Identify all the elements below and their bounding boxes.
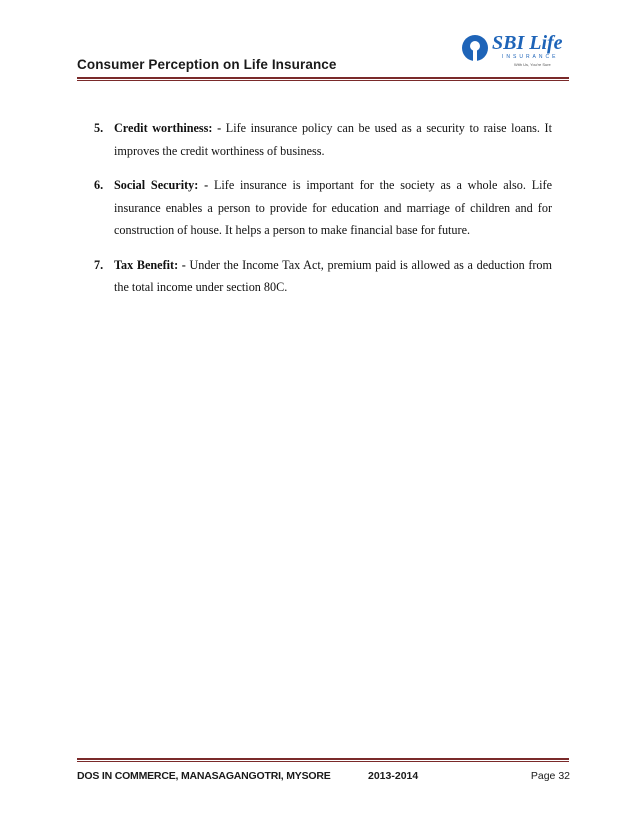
list-item <box>94 174 552 242</box>
footer-rule-thin <box>77 761 569 762</box>
item-number: 5. <box>94 121 104 135</box>
item-number: 7. <box>94 257 104 272</box>
item-description: Under the Income Tax Act, premium paid is allowed as a deduction from the total income under section 80C. <box>114 257 553 294</box>
sbi-life-logo <box>462 34 572 74</box>
item-term: Credit worthiness: - <box>114 121 222 135</box>
numbered-list <box>94 117 552 311</box>
item-text-block <box>114 117 552 162</box>
header-rule <box>77 77 569 79</box>
list-item <box>94 254 552 299</box>
item-term: Tax Benefit: - <box>114 257 186 272</box>
sbi-keyhole-icon <box>462 35 488 61</box>
logo-name: SBI Life <box>492 32 563 54</box>
footer-year: 2013-2014 <box>368 770 419 782</box>
page-header-title: Consumer Perception on Life Insurance <box>77 57 337 72</box>
item-description: Life insurance is important for the society as a whole also. Life insurance enables a person to provide for education and marriage of children and for construction of house. It helps a person to make financial base for future. <box>114 178 552 237</box>
footer-rule <box>77 758 569 760</box>
item-description: Life insurance policy can be used as a security to raise loans. It improves the credit worthiness of business. <box>114 121 552 158</box>
logo-subtitle: INSURANCE <box>502 54 559 60</box>
item-text-block <box>114 174 552 242</box>
footer-department: DOS IN COMMERCE, MANASAGANGOTRI, MYSORE <box>77 770 331 782</box>
logo-tagline: With Us, You're Sure <box>514 62 551 67</box>
list-item <box>94 117 552 162</box>
item-text-block <box>114 254 552 299</box>
item-number: 6. <box>94 178 104 192</box>
header-rule-thin <box>77 80 569 81</box>
item-term: Social Security: - <box>114 178 209 192</box>
footer-page-number: Page 32 <box>530 770 570 782</box>
